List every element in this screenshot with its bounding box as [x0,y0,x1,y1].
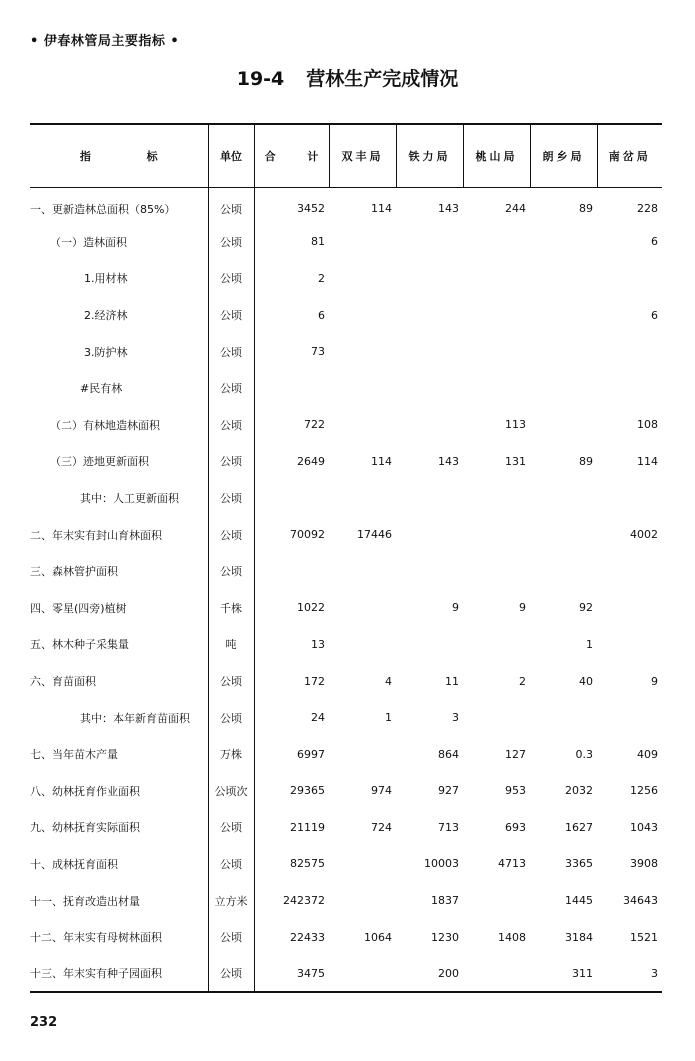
value-cell-b5 [597,260,662,297]
value-cell-b5: 108 [637,418,658,432]
value-cell-b3: 131 [505,454,526,468]
value-cell-b5: 4002 [630,528,658,542]
value-cell-total: 172 [304,674,325,688]
col-header-tieli: 铁力局 [396,124,463,187]
value-cell-b2: 200 [396,955,463,992]
value-cell-b2 [396,407,463,444]
indicator-cell: 二、年末实有封山育林面积 [30,528,162,542]
value-cell-total: 242372 [283,894,325,908]
value-cell-b4: 0.3 [575,747,593,761]
value-cell-b3: 127 [505,747,526,761]
value-cell-b3: 113 [505,418,526,432]
value-cell-b2 [396,224,463,261]
value-cell-total: 24 [311,711,325,725]
value-cell-b2 [396,333,463,370]
value-cell-b1: 1064 [364,930,392,944]
indicator-cell: 八、幼林抚育作业面积 [30,784,140,798]
value-cell-b1: 724 [371,820,392,834]
value-cell-b2 [396,516,463,553]
value-cell-b5: 6 [651,235,658,249]
indicator-cell: 三、森林管护面积 [30,565,118,579]
indicator-cell: 四、零星(四旁)植树 [30,601,127,615]
value-cell-b2: 11 [445,674,459,688]
value-cell-total: 22433 [290,930,325,944]
unit-cell: 公顷 [208,187,254,224]
value-cell-b2 [396,626,463,663]
value-cell-b2: 864 [438,747,459,761]
value-cell-b5: 6 [651,308,658,322]
value-cell-b3 [463,882,530,919]
value-cell-b1 [329,480,396,517]
value-cell-b4: 2032 [565,784,593,798]
value-cell-b2: 3 [452,711,459,725]
value-cell-b5: 114 [637,454,658,468]
value-cell-b2: 927 [438,784,459,798]
col-header-shuangfeng: 双丰局 [329,124,396,187]
value-cell-b4 [530,333,597,370]
table-row [30,553,662,590]
value-cell-total [254,480,329,517]
value-cell-total: 81 [311,235,325,249]
table-row [30,480,662,517]
value-cell-b4: 1445 [565,894,593,908]
value-cell-b1 [329,626,396,663]
value-cell-b3 [463,297,530,334]
unit-cell: 公顷 [208,333,254,370]
value-cell-b2 [396,480,463,517]
value-cell-b1 [329,736,396,773]
indicator-cell: （一）造林面积 [50,235,127,249]
value-cell-b1: 17446 [357,528,392,542]
value-cell-total: 3452 [297,202,325,216]
table-row [30,846,662,883]
table-row [30,224,662,261]
table-row [30,663,662,700]
value-cell-b5: 409 [637,747,658,761]
value-cell-b5: 1043 [630,820,658,834]
value-cell-b5 [597,370,662,407]
value-cell-b2 [396,297,463,334]
indicator-cell: 五、林木种子采集量 [30,638,129,652]
value-cell-total: 722 [304,418,325,432]
value-cell-b2: 1230 [431,930,459,944]
value-cell-b4 [530,370,597,407]
value-cell-total [254,553,329,590]
unit-cell: 公顷 [208,553,254,590]
indicator-cell: 六、育苗面积 [30,675,96,689]
value-cell-total: 6997 [297,747,325,761]
col-header-taoshan: 桃山局 [463,124,530,187]
unit-cell: 公顷 [208,407,254,444]
col-header-langxiang: 朗乡局 [530,124,597,187]
value-cell-b1 [329,553,396,590]
unit-cell: 公顷 [208,699,254,736]
value-cell-b4 [530,516,597,553]
value-cell-b4 [530,260,597,297]
value-cell-b4 [530,480,597,517]
value-cell-total: 6 [318,308,325,322]
table-row [30,187,662,224]
value-cell-b3 [463,553,530,590]
value-cell-b2 [396,553,463,590]
value-cell-b2: 143 [438,202,459,216]
value-cell-total: 2649 [297,454,325,468]
col-header-total: 合 计 [254,124,329,187]
indicator-cell: 其中：人工更新面积 [80,492,179,506]
unit-cell: 万株 [208,736,254,773]
table-row [30,809,662,846]
indicator-cell: 其中：本年新育苗面积 [80,711,190,725]
value-cell-b3 [463,224,530,261]
unit-cell: 公顷 [208,260,254,297]
value-cell-b3: 1408 [498,930,526,944]
unit-cell: 公顷 [208,370,254,407]
value-cell-b5 [597,480,662,517]
value-cell-b1 [329,846,396,883]
value-cell-b1: 114 [371,202,392,216]
value-cell-b3: 2 [519,674,526,688]
section-header: • 伊春林管局主要指标 • [30,34,180,49]
table-row [30,333,662,370]
indicator-cell: 九、幼林抚育实际面积 [30,821,140,835]
value-cell-b2: 143 [438,454,459,468]
unit-cell: 立方米 [208,882,254,919]
indicator-cell: （二）有林地造林面积 [50,418,160,432]
value-cell-b4: 1 [586,637,593,651]
unit-cell: 公顷 [208,516,254,553]
table-row [30,626,662,663]
value-cell-b1: 974 [371,784,392,798]
value-cell-b3: 4713 [498,857,526,871]
table-row [30,590,662,627]
indicator-cell: 十三、年末实有种子园面积 [30,955,208,992]
value-cell-b5 [597,699,662,736]
unit-cell: 公顷 [208,846,254,883]
table-row [30,370,662,407]
table-row [30,699,662,736]
value-cell-b5: 1256 [630,784,658,798]
value-cell-b1 [329,955,396,992]
value-cell-b3: 693 [505,820,526,834]
value-cell-b1 [329,882,396,919]
value-cell-b3 [463,480,530,517]
value-cell-b1 [329,297,396,334]
unit-cell: 公顷 [208,224,254,261]
value-cell-b5 [597,590,662,627]
indicator-cell: 3.防护林 [84,345,128,359]
table-header-row [30,124,662,187]
unit-cell: 千株 [208,590,254,627]
col-header-nancha: 南岔局 [597,124,662,187]
indicator-cell: 2.经济林 [84,309,128,323]
table-row [30,516,662,553]
value-cell-b4: 89 [579,202,593,216]
value-cell-b4 [530,297,597,334]
unit-cell: 公顷 [208,955,254,992]
value-cell-b4 [530,407,597,444]
value-cell-total: 21119 [290,820,325,834]
value-cell-total: 70092 [290,528,325,542]
indicator-cell: 十、成林抚育面积 [30,857,118,871]
value-cell-b2: 713 [438,820,459,834]
value-cell-total: 29365 [290,784,325,798]
value-cell-b3 [463,626,530,663]
indicator-cell: 七、当年苗木产量 [30,748,118,762]
value-cell-b3: 244 [505,202,526,216]
value-cell-b4: 3365 [565,857,593,871]
value-cell-total: 82575 [290,857,325,871]
value-cell-b2 [396,260,463,297]
value-cell-b1 [329,407,396,444]
value-cell-b1 [329,260,396,297]
unit-cell: 吨 [208,626,254,663]
value-cell-b5: 9 [651,674,658,688]
value-cell-b5 [597,553,662,590]
value-cell-b3 [463,516,530,553]
value-cell-b5: 34643 [623,894,658,908]
value-cell-b3 [463,260,530,297]
production-table [30,123,662,993]
unit-cell: 公顷 [208,919,254,956]
col-header-indicator: 指 标 [30,124,208,187]
value-cell-b3 [463,370,530,407]
value-cell-b1: 114 [371,454,392,468]
value-cell-b2 [396,370,463,407]
indicator-cell: 1.用材林 [84,272,128,286]
value-cell-b4: 311 [530,955,597,992]
table-title: 营林生产完成情况 [306,68,459,90]
value-cell-total: 1022 [297,601,325,615]
unit-cell: 公顷 [208,809,254,846]
value-cell-b1: 4 [385,674,392,688]
table-row [30,443,662,480]
value-cell-b4: 40 [579,674,593,688]
value-cell-b3 [463,333,530,370]
table-row [30,919,662,956]
value-cell-b3 [463,699,530,736]
value-cell-b3 [463,955,530,992]
value-cell-b5: 3908 [630,857,658,871]
unit-cell: 公顷 [208,663,254,700]
value-cell-b4: 89 [579,454,593,468]
value-cell-b1: 1 [385,711,392,725]
value-cell-b4: 3184 [565,930,593,944]
table-row [30,736,662,773]
value-cell-b2: 1837 [431,894,459,908]
value-cell-b4: 92 [579,601,593,615]
value-cell-b5: 3 [597,955,662,992]
indicator-cell: （三）迹地更新面积 [50,455,149,469]
value-cell-total: 73 [311,345,325,359]
indicator-cell: 一、更新造林总面积（85%） [30,202,176,216]
value-cell-total [254,370,329,407]
value-cell-b5 [597,626,662,663]
table-row [30,260,662,297]
value-cell-total: 2 [318,271,325,285]
table-body [30,187,662,992]
indicator-cell: 十二、年末实有母树林面积 [30,931,162,945]
table-row [30,407,662,444]
value-cell-b2: 10003 [424,857,459,871]
value-cell-b4 [530,224,597,261]
col-header-unit: 单位 [208,124,254,187]
value-cell-b1 [329,590,396,627]
value-cell-total: 3475 [254,955,329,992]
unit-cell: 公顷次 [208,773,254,810]
table-number: 19-4 [236,68,285,90]
table-row [30,955,662,992]
value-cell-b5: 1521 [630,930,658,944]
indicator-cell: #民有林 [80,382,123,396]
table-row [30,773,662,810]
table-row [30,882,662,919]
value-cell-b3: 9 [519,601,526,615]
unit-cell: 公顷 [208,480,254,517]
unit-cell: 公顷 [208,297,254,334]
value-cell-b5: 228 [637,202,658,216]
value-cell-b4 [530,699,597,736]
value-cell-b4: 1627 [565,820,593,834]
indicator-cell: 十一、抚育改造出材量 [30,894,140,908]
unit-cell: 公顷 [208,443,254,480]
value-cell-b4 [530,553,597,590]
page-number: 232 [30,1015,58,1030]
value-cell-b5 [597,333,662,370]
table-row [30,297,662,334]
value-cell-b1 [329,224,396,261]
value-cell-b2: 9 [452,601,459,615]
value-cell-b1 [329,370,396,407]
value-cell-b1 [329,333,396,370]
value-cell-b3: 953 [505,784,526,798]
page-title [0,64,695,91]
value-cell-total: 13 [311,637,325,651]
